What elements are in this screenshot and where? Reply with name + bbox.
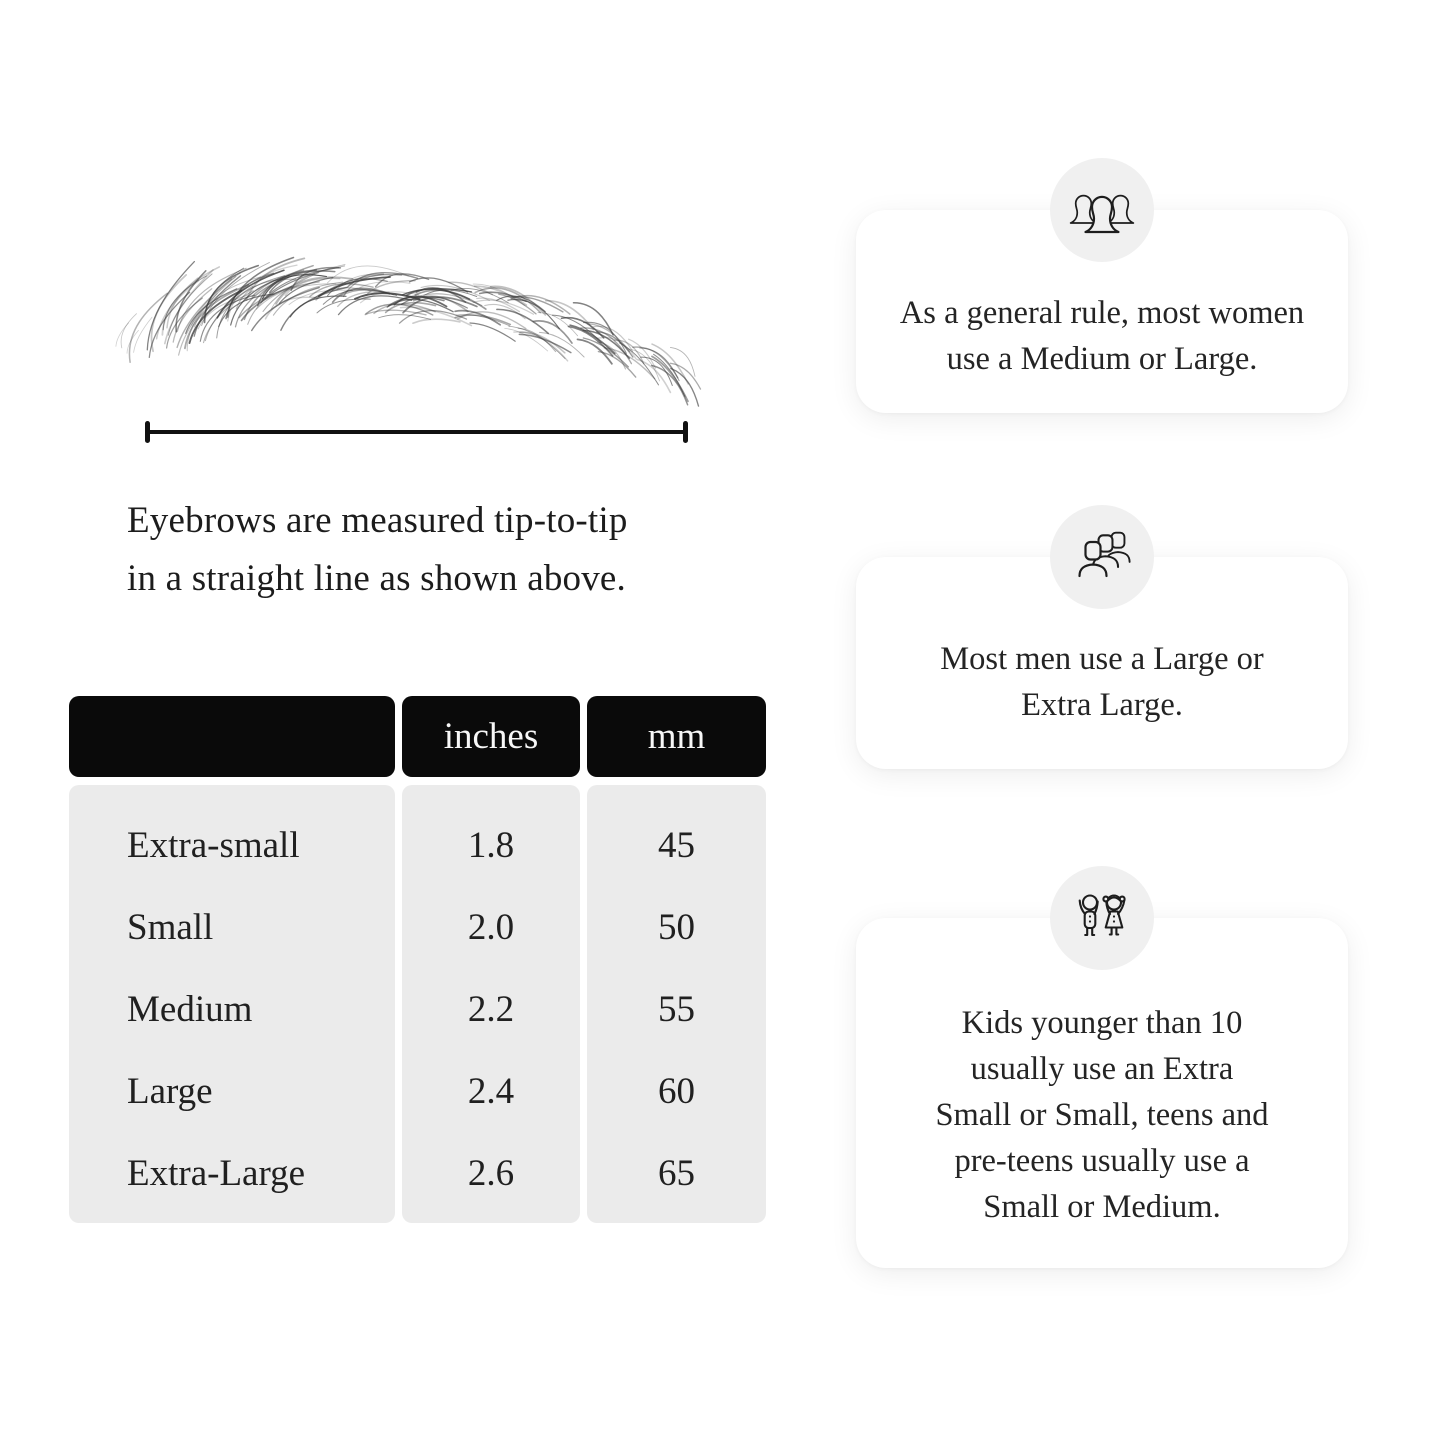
inches-value: 2.0 (467, 906, 515, 948)
measurement-line-right-tick (683, 421, 688, 443)
info-card-kids (856, 918, 1348, 1268)
mm-value: 45 (658, 824, 695, 866)
mm-column-header: mm (587, 696, 766, 777)
inches-column-header: inches (402, 696, 580, 777)
inches-column (402, 785, 580, 1223)
inches-value: 2.6 (467, 1152, 515, 1194)
inches-value: 1.8 (467, 824, 515, 866)
card-text-line: Kids younger than 10 (961, 1005, 1243, 1041)
card-text-line: Small or Medium. (983, 1189, 1221, 1225)
measurement-line (145, 421, 688, 443)
info-card-men (856, 557, 1348, 769)
card-text-line: pre-teens usually use a (954, 1143, 1250, 1179)
size-label: Extra-small (127, 824, 300, 866)
info-card-women (856, 210, 1348, 413)
mm-column (587, 785, 766, 1223)
card-text-line: usually use an Extra (970, 1051, 1234, 1087)
size-name-column (69, 785, 395, 1223)
measurement-caption (127, 492, 767, 608)
card-text (866, 557, 1338, 769)
measurement-line-bar (147, 430, 686, 434)
size-column-header-blank (69, 696, 395, 777)
size-chart-table (69, 696, 766, 1223)
eyebrow-illustration (105, 225, 715, 415)
card-text-line: Most men use a Large or (940, 641, 1264, 677)
size-label: Large (127, 1070, 213, 1112)
mm-value: 60 (658, 1070, 695, 1112)
inches-value: 2.4 (467, 1070, 515, 1112)
size-label: Extra-Large (127, 1152, 306, 1194)
size-label: Medium (127, 988, 253, 1030)
mm-value: 50 (658, 906, 695, 948)
mm-value: 55 (658, 988, 695, 1030)
card-text-line: Small or Small, teens and (935, 1097, 1269, 1133)
card-text (866, 210, 1338, 413)
card-text (866, 918, 1338, 1268)
card-text-line: Extra Large. (1021, 687, 1183, 723)
size-label: Small (127, 906, 214, 948)
card-text-line: As a general rule, most women (899, 294, 1305, 331)
mm-value: 65 (658, 1152, 695, 1194)
caption-line-1: Eyebrows are measured tip-to-tip (127, 500, 628, 541)
card-text-line: use a Medium or Large. (946, 340, 1258, 377)
inches-value: 2.2 (467, 988, 515, 1030)
caption-line-2: in a straight line as shown above. (127, 558, 627, 599)
